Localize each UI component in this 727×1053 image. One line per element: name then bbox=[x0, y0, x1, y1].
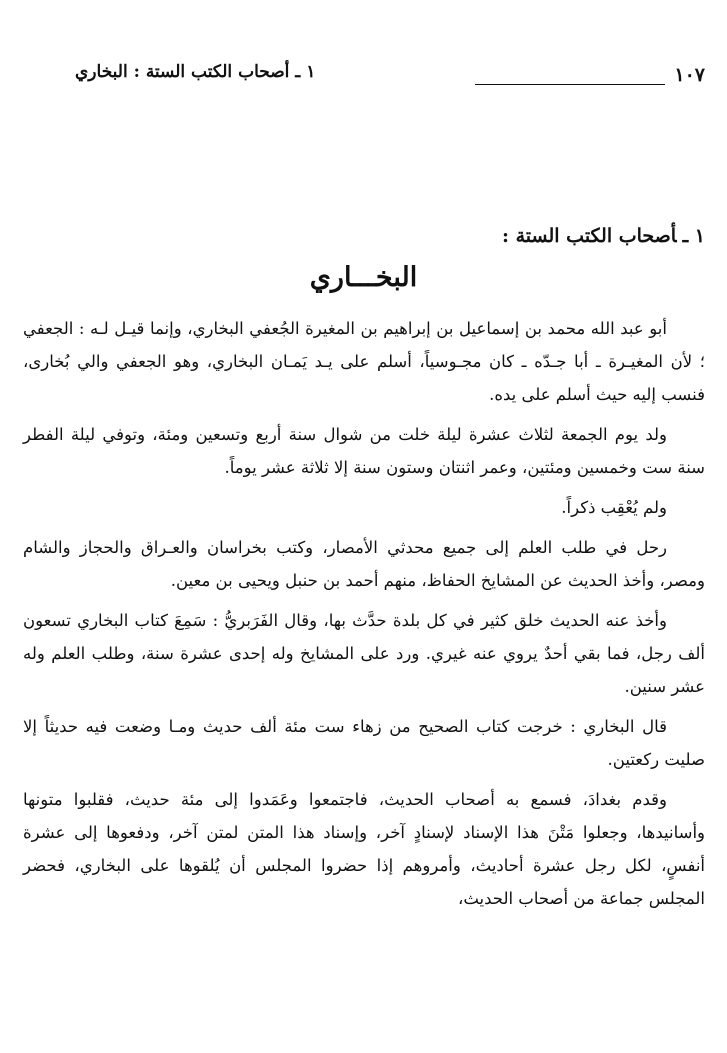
header-rule bbox=[475, 84, 665, 85]
running-title: ١ ـ أصحاب الكتب الستة : البخاري bbox=[75, 62, 316, 82]
paragraph-travels: رحل في طلب العلم إلى جميع محدثي الأمصار، وكتب بخراسان والعـراق والحجاز والشام ومصر، وأخذ الحديث عن المشايخ الحفاظ، منهم أحمد بن حنبل ويحيى بن معين. bbox=[23, 538, 705, 590]
section-heading bbox=[502, 225, 705, 247]
running-header bbox=[75, 58, 705, 90]
paragraph-students: وأخذ عنه الحديث خلق كثير في كل بلدة حدَّث بها، وقال الفَرَبريُّ : سَمِعَ كتاب البخاري تسعون ألف رجل، فما بقي أحدٌ يروي عنه غيري. ورد على المشايخ وله إحدى عشرة سنة، وطلب العلم وله عشر سنين. bbox=[23, 611, 705, 696]
section-heading-text: أصحاب الكتب الستة : bbox=[501, 225, 677, 247]
paragraph-descendants: ولم يُعْقِب ذكراً. bbox=[561, 498, 667, 517]
page-number: ١٠٧ bbox=[674, 64, 705, 86]
page-title: البخـــاري bbox=[309, 262, 418, 293]
paragraph-baghdad: وقدم بغدادَ، فسمع به أصحاب الحديث، فاجتمعوا وعَمَدوا إلى مئة حديث، فقلبوا متونها وأسانيدها، وجعلوا مَتْنَ هذا الإسناد لإسنادٍ آخر، وإسناد هذا المتن لمتن آخر، ودفعوها إلى عشرة أنفسٍ، لكل رجل عشرة أحاديث، وأمروهم إذا حضروا المجلس أن يُلقوها على البخاري، فحضر المجلس جماعة من أصحاب الحديث، bbox=[23, 790, 705, 908]
paragraph-lineage: أبو عبد الله محمد بن إسماعيل بن إبراهيم بن المغيرة الجُعفي البخاري، وإنما قيـل لـه : الجعفي ؛ لأن المغيـرة ـ أبا جـدّه ـ كان مجـوسياً، أسلم على يـد يَمـان البخاري، وهو الجعفي والي بُخارى، فنسب إليه حيث أسلم على يده. bbox=[23, 319, 705, 404]
body-text bbox=[23, 312, 705, 922]
paragraph-birth-death: ولد يوم الجمعة لثلاث عشرة ليلة خلت من شوال سنة أربع وتسعين ومئة، وتوفي ليلة الفطر سنة ست وخمسين ومئتين، وعمر اثنتان وستون سنة إلا ثلاثة عشر يوماً. bbox=[23, 425, 705, 477]
paragraph-sahih: قال البخاري : خرجت كتاب الصحيح من زهاء ست مئة ألف حديث ومـا وضعت فيه حديثاً إلا صليت ركعتين. bbox=[23, 717, 705, 769]
section-number: ١ ـ bbox=[682, 225, 705, 247]
